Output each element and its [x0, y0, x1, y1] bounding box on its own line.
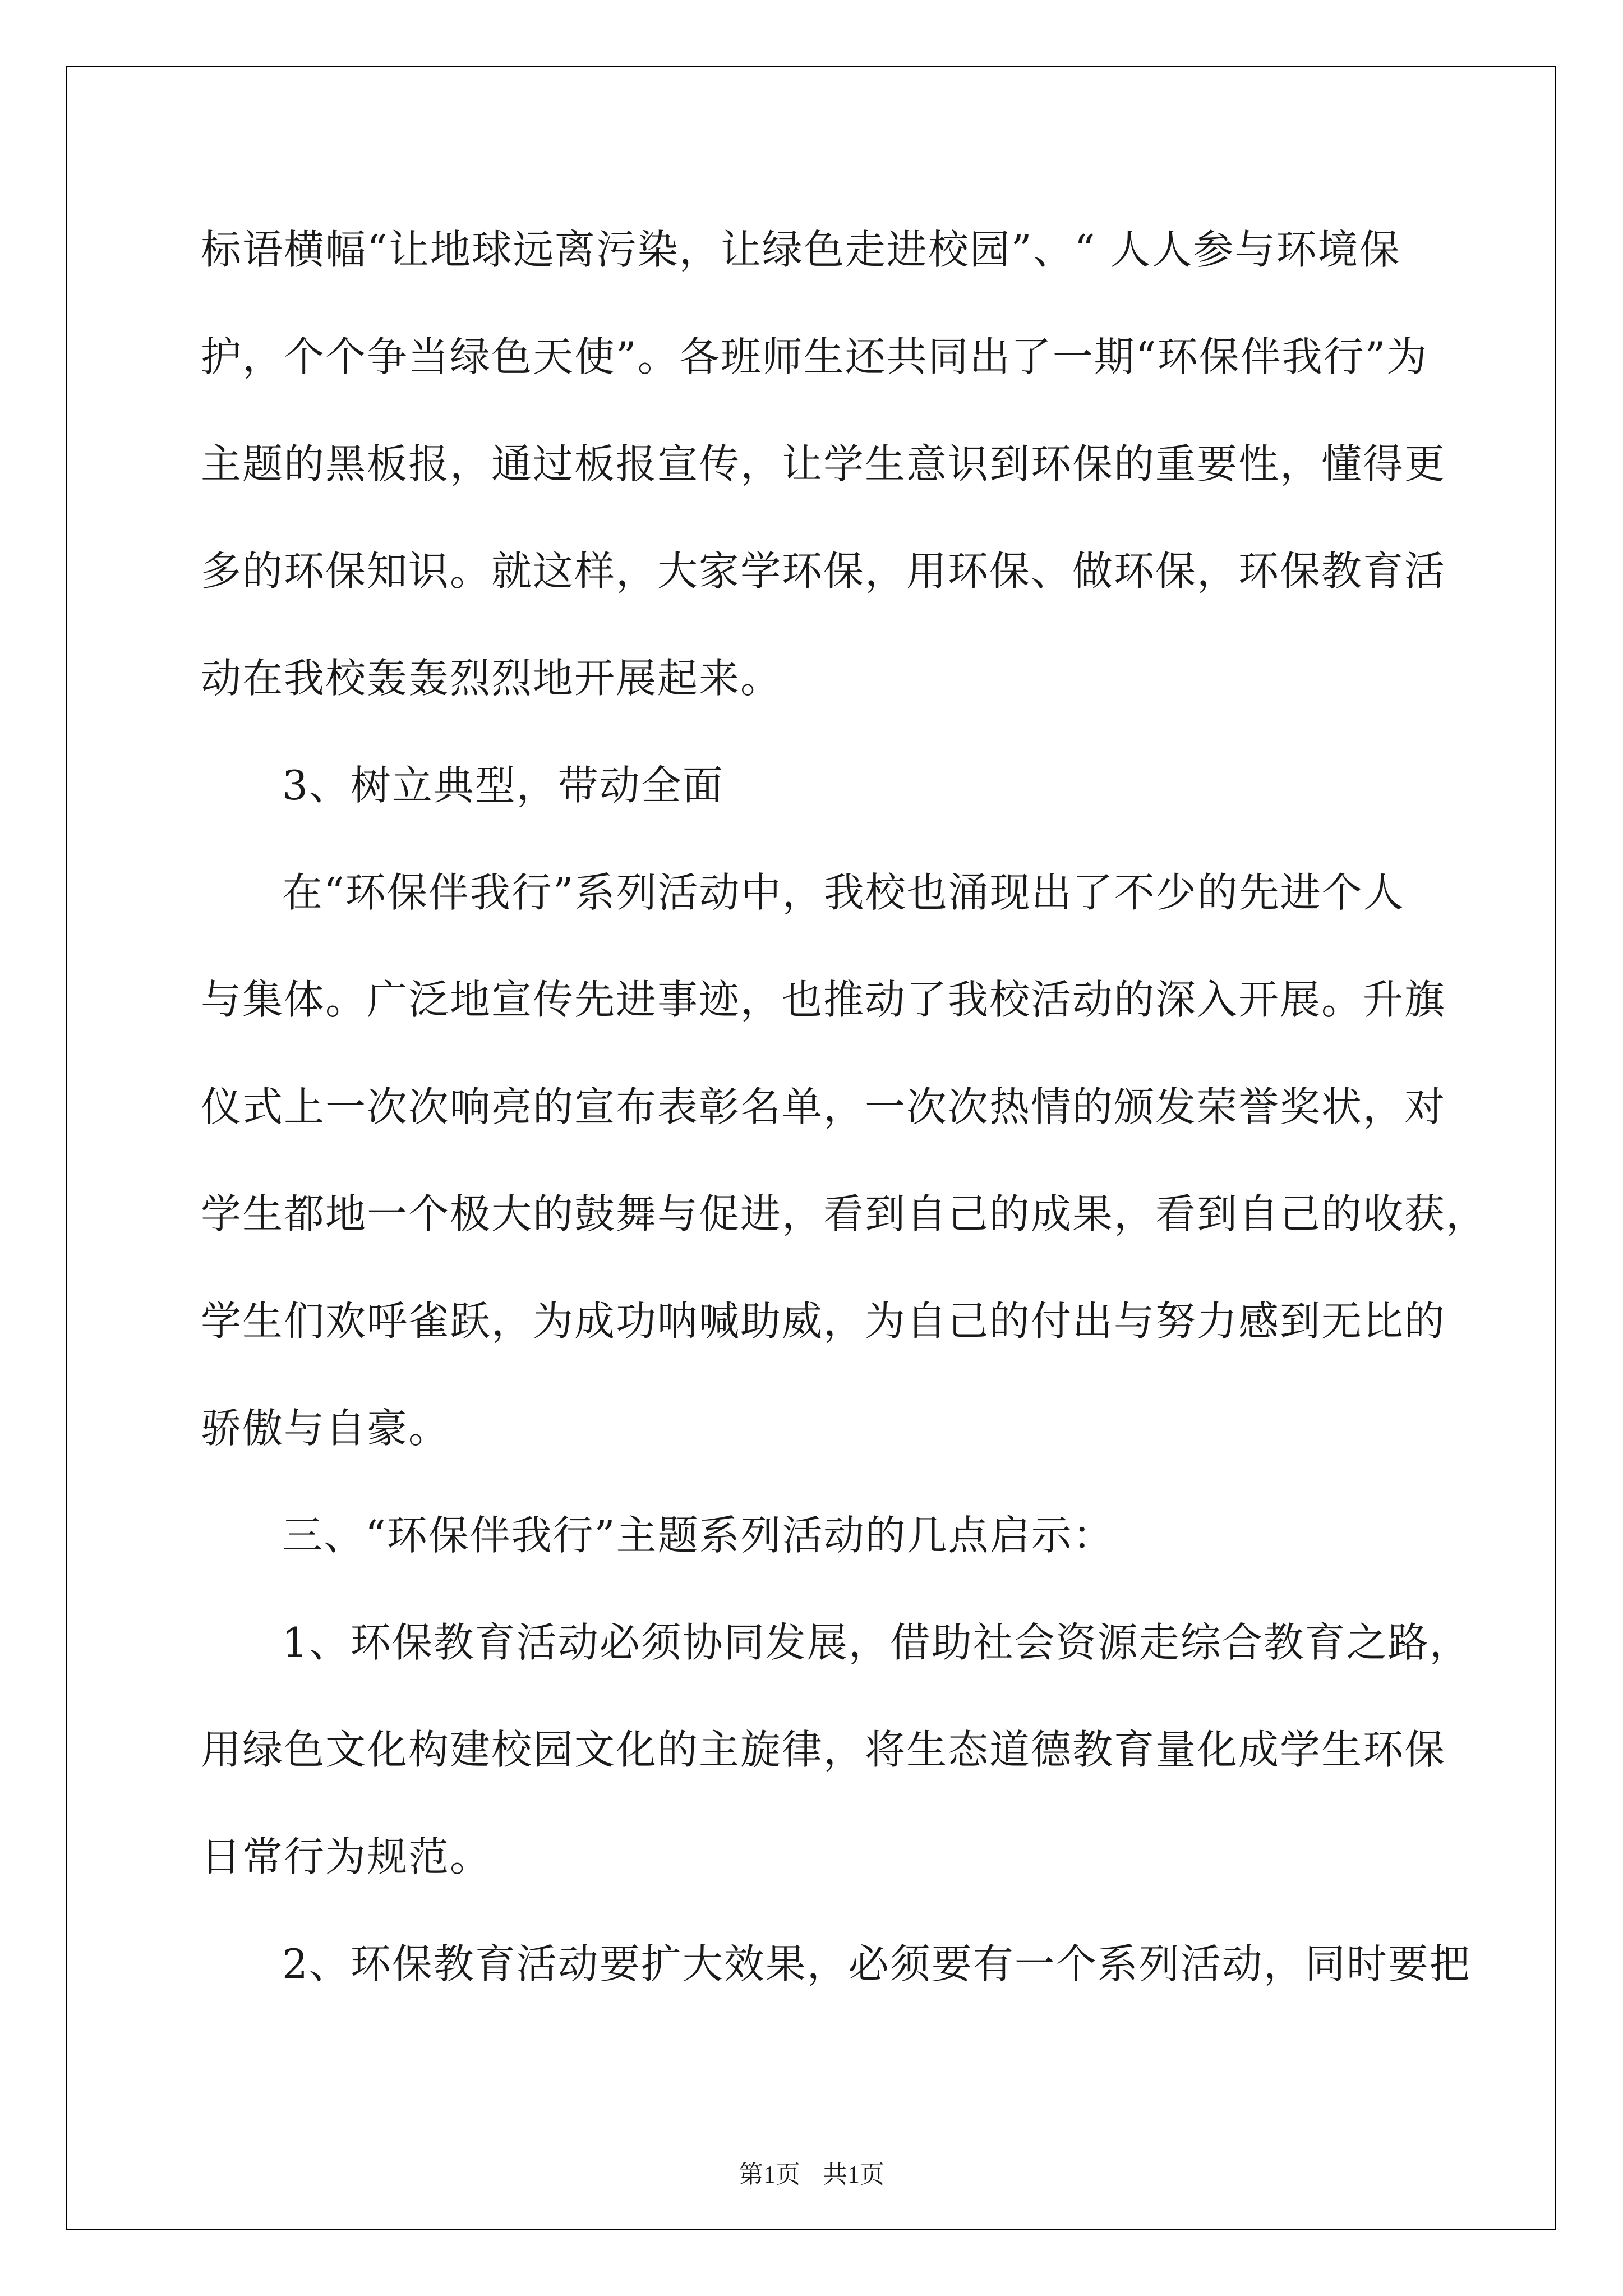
document-body	[201, 213, 1488, 2035]
page-footer	[0, 2154, 1623, 2190]
section-heading: 三、“环保伴我行”主题系列活动的几点启示：	[282, 1512, 1114, 1559]
body-line: 用绿色文化构建校园文化的主旋律，将生态道德教育量化成学生环保	[201, 1726, 1446, 1773]
body-line: 学生们欢呼雀跃，为成功呐喊助威，为自己的付出与努力感到无比的	[201, 1297, 1446, 1345]
body-line: 1、环保教育活动必须协同发展，借助社会资源走综合教育之路，	[282, 1619, 1471, 1666]
body-line: 2、环保教育活动要扩大效果，必须要有一个系列活动，同时要把	[282, 1940, 1471, 1987]
body-line: 主题的黑板报，通过板报宣传，让学生意识到环保的重要性，懂得更	[201, 440, 1446, 487]
page-total: 共1页	[823, 2161, 884, 2188]
section-heading: 3、树立典型，带动全面	[282, 762, 724, 809]
body-line: 仪式上一次次响亮的宣布表彰名单，一次次热情的颁发荣誉奖状，对	[201, 1083, 1446, 1130]
body-line: 学生都地一个极大的鼓舞与促进，看到自己的成果，看到自己的收获，	[201, 1190, 1488, 1237]
body-line: 在“环保伴我行”系列活动中，我校也涌现出了不少的先进个人	[282, 869, 1405, 916]
body-line: 日常行为规范。	[201, 1833, 492, 1880]
body-line: 动在我校轰轰烈烈地开展起来。	[201, 655, 782, 702]
page-number: 第1页	[739, 2161, 800, 2188]
body-line: 护，个个争当绿色天使”。各班师生还共同出了一期“环保伴我行”为	[201, 333, 1428, 380]
body-line: 骄傲与自豪。	[201, 1405, 450, 1452]
body-line: 多的环保知识。就这样，大家学环保，用环保、做环保，环保教育活	[201, 547, 1446, 595]
body-line: 标语横幅“让地球远离污染，让绿色走进校园”、“ 人人参与环境保	[201, 226, 1401, 273]
body-line: 与集体。广泛地宣传先进事迹，也推动了我校活动的深入开展。升旗	[201, 976, 1446, 1023]
